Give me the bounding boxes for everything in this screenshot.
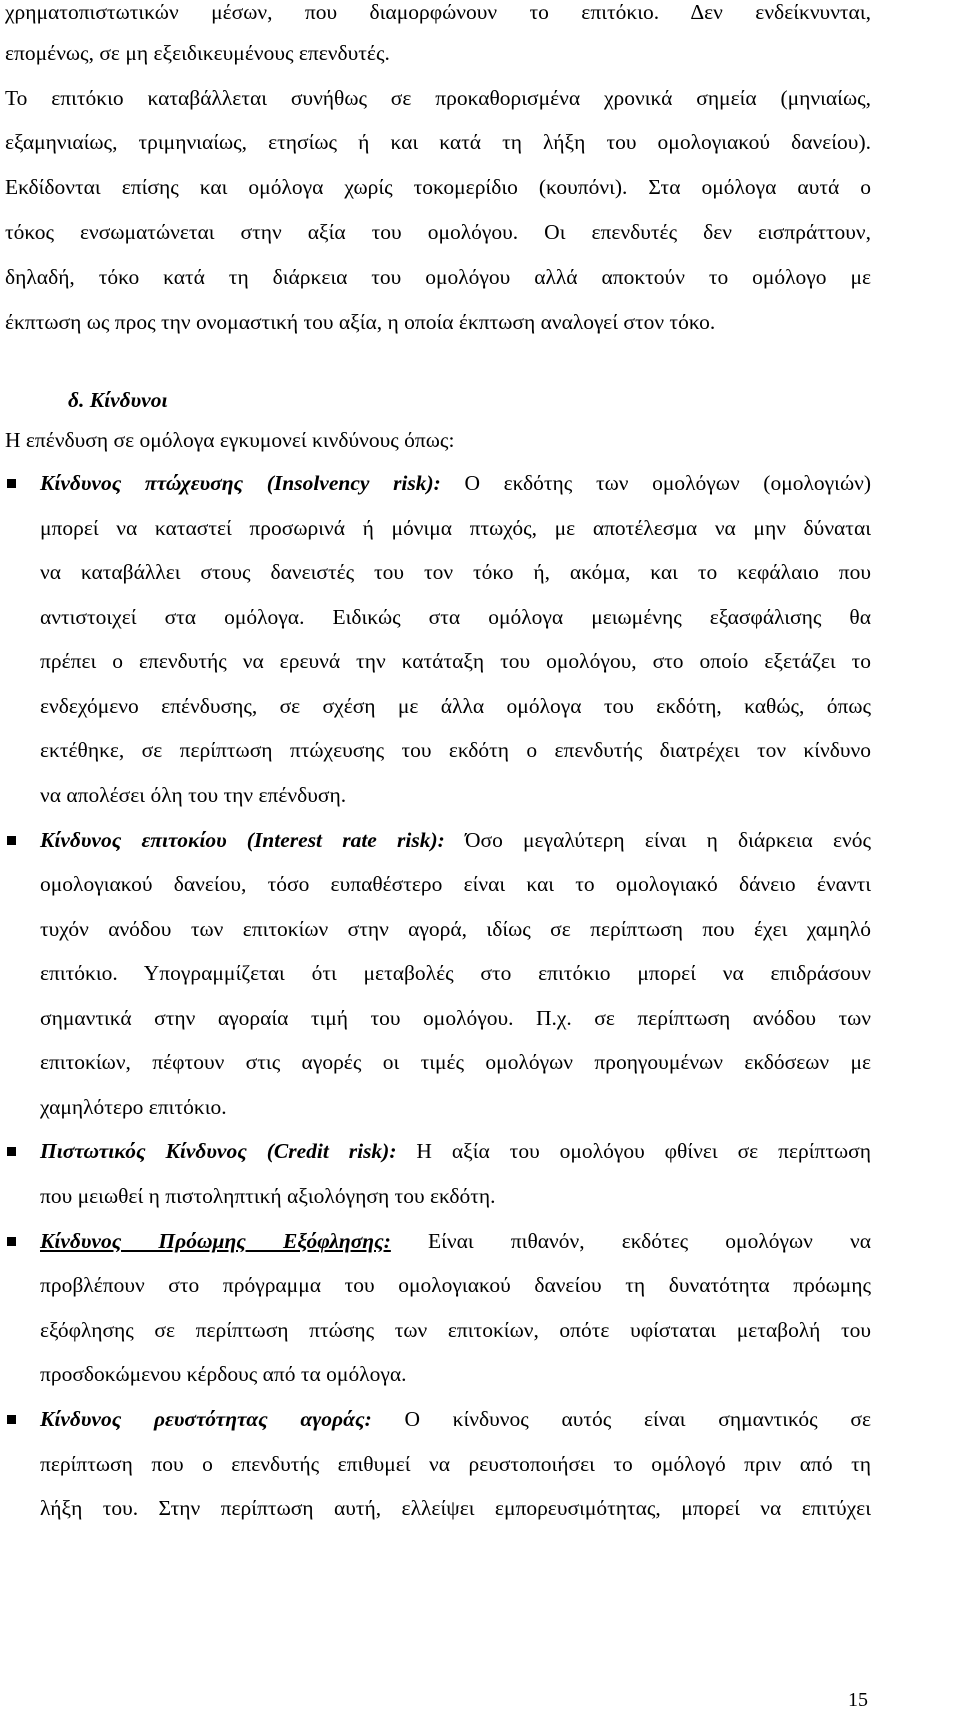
risk-line: επιτόκιο. Υπογραμμίζεται ότι μεταβολές στο επιτόκιο μπορεί να επιδράσουν [40, 961, 871, 985]
risk-line: χαμηλότερο επιτόκιο. [40, 1095, 227, 1119]
risk-line: προσδοκώμενου κέρδους από τα ομόλογα. [40, 1362, 407, 1386]
risk-item-interest-rate [40, 828, 871, 853]
paragraph-line: εξαμηνιαίως, τριμηνιαίως, ετησίως ή και κατά τη λήξη του ομολογιακού δανείου). [5, 130, 871, 154]
risk-line: που μειωθεί η πιστοληπτική αξιολόγηση του εκδότη. [40, 1184, 496, 1208]
bullet-square-icon [7, 479, 16, 488]
paragraph-line: χρηματοπιστωτικών μέσων, που διαμορφώνουν το επιτόκιο. Δεν ενδείκνυνται, [5, 0, 871, 24]
paragraph-line: έκπτωση ως προς την ονομαστική του αξία, η οποία έκπτωση αναλογεί στον τόκο. [5, 310, 716, 334]
bullet-square-icon [7, 1237, 16, 1246]
risk-term: Κίνδυνος πτώχευσης (Insolvency risk): [40, 471, 441, 495]
risk-text: Ο κίνδυνος αυτός είναι σημαντικός σε [371, 1407, 871, 1431]
bullet-square-icon [7, 1415, 16, 1424]
risk-line: λήξη του. Στην περίπτωση αυτή, ελλείψει εμπορευσιμότητας, μπορεί να επιτύχει [40, 1496, 871, 1520]
risk-line: τυχόν ανόδου των επιτοκίων στην αγορά, ιδίως σε περίπτωση που έχει χαμηλό [40, 917, 871, 941]
bullet-square-icon [7, 836, 16, 845]
risk-line: πρέπει ο επενδυτής να ερευνά την κατάταξη του ομολόγου, στο οποίο εξετάζει το [40, 649, 871, 673]
risk-line: εκτέθηκε, σε περίπτωση πτώχευσης του εκδότη ο επενδυτής διατρέχει τον κίνδυνο [40, 738, 871, 762]
risk-line: εξόφλησης σε περίπτωση πτώσης των επιτοκίων, οπότε υφίσταται μεταβολή του [40, 1318, 871, 1342]
risk-item-insolvency [40, 471, 871, 496]
section-heading: δ. Κίνδυνοι [68, 388, 168, 412]
risk-line: ομολογιακού δανείου, τόσο ευπαθέστερο είναι και το ομολογιακό δάνειο έναντι [40, 872, 871, 896]
risk-term: Πιστωτικός Κίνδυνος (Credit risk): [40, 1139, 397, 1163]
risk-line: περίπτωση που ο επενδυτής επιθυμεί να ρευστοποιήσει το ομόλογό πριν από τη [40, 1452, 871, 1476]
paragraph-line: δηλαδή, τόκο κατά τη διάρκεια του ομολόγου αλλά αποκτούν το ομόλογο με [5, 265, 871, 289]
paragraph-line: Το επιτόκιο καταβάλλεται συνήθως σε προκαθορισμένα χρονικά σημεία (μηνιαίως, [5, 86, 871, 110]
risk-item-credit [40, 1139, 871, 1164]
risk-text: Η αξία του ομολόγου φθίνει σε περίπτωση [396, 1139, 872, 1163]
risk-text: Είναι πιθανόν, εκδότες ομολόγων να [390, 1229, 871, 1253]
risk-line: σημαντικά στην αγοραία τιμή του ομολόγου. Π.χ. σε περίπτωση ανόδου των [40, 1006, 871, 1030]
risk-line: να καταβάλλει στους δανειστές του τον τόκο ή, ακόμα, και το κεφάλαιο που [40, 560, 871, 584]
risk-text: Όσο μεγαλύτερη είναι η διάρκεια ενός [444, 828, 871, 852]
risk-line: προβλέπουν στο πρόγραμμα του ομολογιακού δανείου τη δυνατότητα πρόωμης [40, 1273, 871, 1297]
paragraph-line: τόκος ενσωματώνεται στην αξία του ομολόγου. Οι επενδυτές δεν εισπράττουν, [5, 220, 871, 244]
paragraph-line: επομένως, σε μη εξειδικευμένους επενδυτές. [5, 41, 390, 65]
risk-line: μπορεί να καταστεί προσωρινά ή μόνιμα πτωχός, με αποτέλεσμα να μην δύναται [40, 516, 871, 540]
risk-line: να απολέσει όλη του την επένδυση. [40, 783, 347, 807]
risk-item-liquidity [40, 1407, 871, 1432]
risk-line: αντιστοιχεί στα ομόλογα. Ειδικώς στα ομόλογα μειωμένης εξασφάλισης θα [40, 605, 871, 629]
risk-term: Κίνδυνος Πρόωμης Εξόφλησης: [40, 1229, 391, 1253]
risk-line: επιτοκίων, πέφτουν στις αγορές οι τιμές ομολόγων προηγουμένων εκδόσεων με [40, 1050, 871, 1074]
risk-line: ενδεχόμενο επένδυσης, σε σχέση με άλλα ομόλογα του εκδότη, καθώς, όπως [40, 694, 871, 718]
paragraph-line: Εκδίδονται επίσης και ομόλογα χωρίς τοκομερίδιο (κουπόνι). Στα ομόλογα αυτά ο [5, 175, 871, 199]
risk-term: Κίνδυνος επιτοκίου (Interest rate risk): [40, 828, 445, 852]
risk-text: Ο εκδότης των ομολόγων (ομολογιών) [440, 471, 871, 495]
bullet-square-icon [7, 1147, 16, 1156]
page-number: 15 [848, 1689, 868, 1711]
risk-item-early-redemption [40, 1229, 871, 1254]
risk-term: Κίνδυνος ρευστότητας αγοράς: [40, 1407, 372, 1431]
section-lead: Η επένδυση σε ομόλογα εγκυμονεί κινδύνους όπως: [5, 428, 455, 452]
